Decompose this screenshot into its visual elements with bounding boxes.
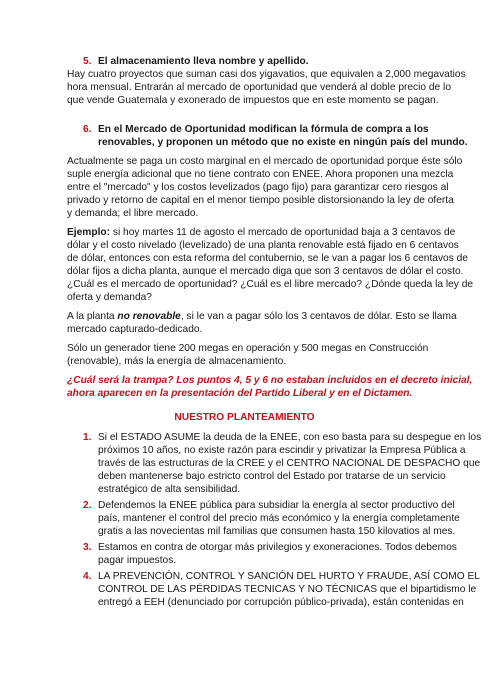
- example-line: dólar fijos a dicha planta, aunque el mercado diga que son 3 centavos de dólar el costo.: [67, 266, 464, 277]
- proposal-item-line: CONTROL DE LAS PÉRDIDAS TECNICAS Y NO TÉCNICAS que el bipartidismo le: [98, 584, 477, 595]
- section-5-body-line: Hay cuatro proyectos que suman casi dos yigavatios, que equivalen a 2,000 megavatios: [67, 69, 466, 80]
- generator-line: Sólo un generador tiene 200 megas en operación y 500 megas en Construcción: [67, 343, 429, 354]
- section-6-paragraph-line: entre el "mercado" y los costos levelizados (pago fijo) para garantizar cero riesgos al: [67, 182, 449, 193]
- trap-question-line: ¿Cuál será la trampa? Los puntos 4, 5 y 6 no estaban incluidos en el decreto inicial,: [67, 375, 473, 386]
- example-label: Ejemplo:: [67, 227, 111, 238]
- section-6-paragraph-line: suple energía adicional que no tiene contrato con ENEE. Ahora proponen una mezcla: [67, 169, 454, 180]
- section-6-title: renovables, y proponen un método que no existe en ningún país del mundo.: [98, 137, 468, 148]
- proposal-item-line: deben mantenerse bajo estricto control del Estado por tratarse de un servicio: [98, 471, 446, 482]
- section-6-number: 6.: [83, 124, 92, 135]
- section-5-body-line: hora mensual. Entrarán al mercado de oportunidad que venderá al doble precio de lo: [67, 82, 451, 93]
- proposal-item-line: través de las estructuras de la CREE y el CENTRO NACIONAL DE DESPACHO que: [98, 458, 481, 469]
- proposal-item-number: 3.: [83, 542, 92, 553]
- proposal-item-line: Defendemos la ENEE pública para subsidiar la energía al sector productivo del: [98, 500, 455, 511]
- renewable-pre: A la planta: [67, 311, 118, 322]
- section-6-paragraph-line: y demanda; el libre mercado.: [67, 208, 199, 219]
- example-line: oferta y demanda?: [67, 292, 152, 303]
- example-line: ¿Cuál es el mercado de oportunidad? ¿Cuál es el libre mercado? ¿Dónde queda la ley de: [67, 279, 474, 290]
- proposal-item-line: Estamos en contra de otorgar más privilegios y exoneraciones. Todos debemos: [98, 542, 457, 553]
- example-line: dólar y el costo nivelado (levelizado) de una planta renovable está fijado en 6 centavos: [67, 240, 459, 251]
- renewable-post: , si le van a pagar sólo los 3 centavos de dólar. Esto se llama: [180, 311, 457, 322]
- proposal-item-line: LA PREVENCIÓN, CONTROL Y SANCIÓN DEL HURTO Y FRAUDE, ASÍ COMO EL: [98, 571, 480, 582]
- no-renovable-emphasis: no renovable: [117, 311, 181, 322]
- proposal-item-line: Si el ESTADO ASUME la deuda de la ENEE, con eso basta para su despegue en los: [98, 432, 482, 443]
- section-6-paragraph-line: Actualmente se paga un costo marginal en el mercado de oportunidad porque éste sólo: [67, 156, 463, 167]
- trap-question-line: ahora aparecen en la presentación del Partido Liberal y en el Dictamen.: [67, 388, 413, 399]
- section-6-title: En el Mercado de Oportunidad modifican la fórmula de compra a los: [98, 124, 429, 135]
- example-line: [67, 226, 456, 239]
- example-line: de dólar, entonces con esta reforma del contubernio, se le van a pagar los 6 centavos de: [67, 253, 468, 264]
- proposal-item-number: 4.: [83, 571, 92, 582]
- proposal-item-line: país, mantener el control del precio más económico y la energía completamente: [98, 513, 460, 524]
- generator-line: (renovable), más la energía de almacenamiento.: [67, 356, 287, 367]
- proposal-item-line: entregó a EEH (denunciado por corrupción público-privada), están contenidas en: [98, 597, 464, 608]
- proposal-item-line: pagar impuestos.: [98, 555, 177, 566]
- renewable-line: [67, 310, 457, 323]
- proposal-item-line: próximos 10 años, no existe razón para escindir y privatizar la Empresa Pública a: [98, 445, 466, 456]
- section-5-body-line: que vende Guatemala y exonerado de impuestos que en este momento se pagan.: [67, 95, 439, 106]
- section-5-title: El almacenamiento lleva nombre y apellido.: [98, 56, 309, 67]
- proposal-item-line: gratis a las novecientas mil familias que consumen hasta 150 kilovatios al mes.: [98, 526, 456, 537]
- section-5-number: 5.: [83, 56, 92, 67]
- proposal-item-number: 1.: [83, 432, 92, 443]
- section-6-paragraph-line: privado y retorno de capital en el menor tiempo posible distorsionando la ley de oferta: [67, 195, 454, 206]
- renewable-line-2: mercado capturado-dedicado.: [67, 324, 203, 335]
- proposal-heading: NUESTRO PLANTEAMIENTO: [174, 412, 315, 423]
- proposal-item-line: estratégico de alta sensibilidad.: [98, 484, 241, 495]
- example-text: si hoy martes 11 de agosto el mercado de oportunidad baja a 3 centavos de: [110, 227, 456, 238]
- proposal-item-number: 2.: [83, 500, 92, 511]
